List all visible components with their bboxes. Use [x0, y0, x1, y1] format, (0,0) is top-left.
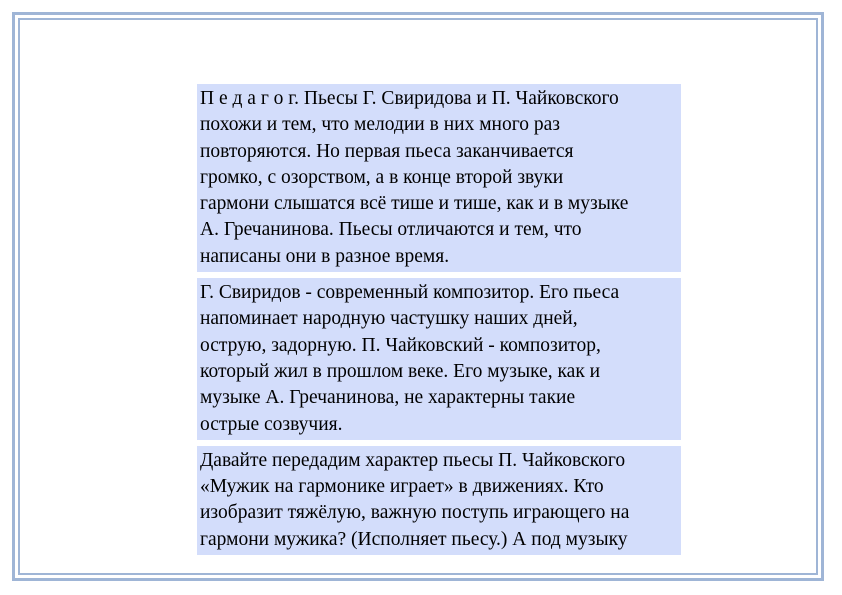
text-line: который жил в прошлом веке. Его музыке, как и [200, 360, 601, 382]
text-line: громко, с озорством, а в конце второй звуки [200, 166, 564, 188]
text-line: А. Гречанинова. Пьесы отличаются и тем, что [200, 219, 582, 241]
text-line: музыке А. Гречанинова, не характерны такие [200, 387, 576, 409]
text-line: Г. Свиридов - современный композитор. Его пьеса [200, 282, 620, 304]
paragraph-composers [197, 278, 681, 440]
paragraph-movement-task [197, 446, 681, 555]
text-line: написаны они в разное время. [200, 245, 450, 267]
text-line: изобразит тяжёлую, важную поступь играющего на [200, 502, 630, 524]
text-line: П е д а г о г. Пьесы Г. Свиридова и П. Чайковского [200, 88, 619, 109]
text-line: острую, задорную. П. Чайковский - композитор, [200, 334, 601, 356]
text-line: похожи и тем, что мелодии в них много раз [200, 114, 560, 136]
text-line: острые созвучия. [200, 413, 343, 435]
text-line: Давайте передадим характер пьесы П. Чайковского [200, 449, 626, 471]
text-line: повторяются. Но первая пьеса заканчивается [200, 140, 574, 162]
text-line: «Мужик на гармонике играет» в движениях. Кто [200, 476, 604, 498]
text-line: напоминает народную частушку наших дней, [200, 308, 578, 330]
text-line: гармони слышатся всё тише и тише, как и в музыке [200, 193, 629, 215]
text-line: гармони мужика? (Исполняет пьесу.) А под музыку [200, 528, 628, 550]
paragraph-teacher-comparison [197, 84, 681, 272]
slide-text-block [197, 84, 681, 555]
